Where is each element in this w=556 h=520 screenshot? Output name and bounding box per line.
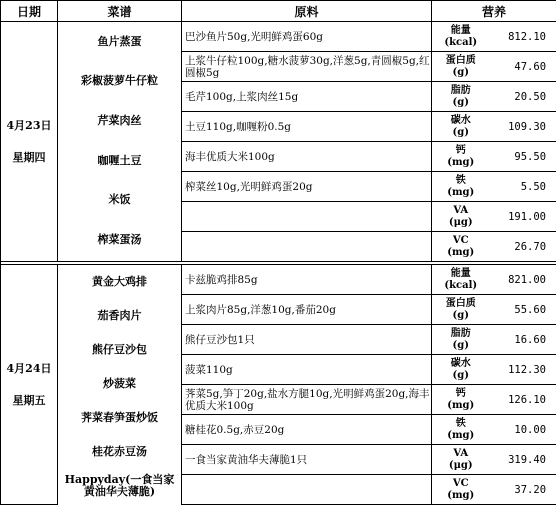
nutrient-name: 能量: [450, 267, 471, 279]
ingredient-cell: 菠菜110g: [182, 355, 432, 385]
nutrient-value: 26.70: [490, 232, 556, 262]
nutrient-value: 55.60: [490, 295, 556, 325]
nutrient-name: 碳水: [450, 114, 471, 126]
nutrient-name-cell: [432, 445, 490, 475]
header-nutrition: 营养: [432, 1, 556, 22]
nutrient-name: 碳水: [450, 357, 471, 369]
header-dish: 菜谱: [58, 1, 182, 22]
nutrient-name-cell: [432, 265, 490, 295]
nutrient-unit: (mg): [447, 186, 475, 198]
nutrient-value: 112.30: [490, 355, 556, 385]
dish-cell: [58, 22, 182, 262]
nutrient-unit: (g): [452, 339, 469, 351]
nutrient-name: 铁: [455, 417, 466, 429]
nutrient-name-cell: [432, 112, 490, 142]
nutrient-name-cell: [432, 82, 490, 112]
dish-name: 彩椒菠萝牛仔粒: [81, 74, 158, 88]
date-cell: [1, 22, 58, 262]
nutrient-unit: (g): [452, 66, 469, 78]
weekday-text: 星期四: [12, 150, 46, 164]
date-text: 4月24日: [6, 361, 52, 375]
nutrient-name-cell: [432, 415, 490, 445]
ingredient-cell: 上浆牛仔粒100g,糖水菠萝30g,洋葱5g,青圆椒5g,红圆椒5g: [182, 52, 432, 82]
ingredient-cell: [182, 202, 432, 232]
dish-name: Happyday(一食当家黄油华夫薄脆): [64, 473, 175, 498]
nutrient-name: 蛋白质: [445, 297, 476, 309]
nutrient-value: 95.50: [490, 142, 556, 172]
nutrient-name-cell: [432, 295, 490, 325]
menu-body: [1, 22, 556, 505]
dish-name: 茄香肉片: [97, 309, 142, 322]
nutrient-name-cell: [432, 475, 490, 505]
ingredient-cell: 土豆110g,咖喱粉0.5g: [182, 112, 432, 142]
dish-name: 芹菜肉丝: [97, 114, 142, 128]
nutrient-value: 109.30: [490, 112, 556, 142]
dish-name: 榨菜蛋汤: [97, 233, 142, 247]
nutrient-unit: (g): [452, 126, 469, 138]
nutrient-name-cell: [432, 385, 490, 415]
dish-name: 鱼片蒸蛋: [97, 34, 142, 48]
nutrient-name: 钙: [455, 387, 466, 399]
date-text: 4月23日: [6, 118, 52, 132]
header-raw: 原料: [182, 1, 432, 22]
nutrient-name: 铁: [455, 174, 466, 186]
menu-row: [1, 22, 556, 52]
nutrient-unit: (mg): [447, 489, 475, 501]
nutrient-unit: (kcal): [444, 36, 478, 48]
nutrient-name-cell: [432, 202, 490, 232]
nutrient-name: 蛋白质: [445, 54, 476, 66]
nutrient-unit: (μg): [448, 216, 473, 228]
nutrient-unit: (mg): [447, 399, 475, 411]
ingredient-cell: 一食当家黄油华夫薄脆1只: [182, 445, 432, 475]
nutrient-value: 191.00: [490, 202, 556, 232]
nutrient-name-cell: [432, 172, 490, 202]
nutrient-value: 5.50: [490, 172, 556, 202]
nutrient-unit: (g): [452, 96, 469, 108]
nutrient-name-cell: [432, 142, 490, 172]
ingredient-cell: 巴沙鱼片50g,光明鲜鸡蛋60g: [182, 22, 432, 52]
nutrient-name: VC: [452, 234, 469, 246]
header-date: 日期: [1, 1, 58, 22]
nutrient-name-cell: [432, 232, 490, 262]
dish-name: 黄金大鸡排: [92, 275, 147, 288]
ingredient-cell: 榨菜丝10g,光明鲜鸡蛋20g: [182, 172, 432, 202]
ingredient-cell: [182, 475, 432, 505]
nutrient-value: 10.00: [490, 415, 556, 445]
nutrient-unit: (g): [452, 369, 469, 381]
nutrient-value: 37.20: [490, 475, 556, 505]
dish-name: 咖喱土豆: [97, 153, 142, 167]
nutrient-name-cell: [432, 22, 490, 52]
dish-cell: [58, 265, 182, 505]
nutrient-unit: (mg): [447, 156, 475, 168]
dish-name: 炒菠菜: [103, 377, 136, 390]
nutrient-name-cell: [432, 355, 490, 385]
nutrient-name-cell: [432, 325, 490, 355]
nutrient-value: 126.10: [490, 385, 556, 415]
nutrient-name: 钙: [455, 144, 466, 156]
dish-name: 荠菜春笋蛋炒饭: [81, 411, 158, 424]
nutrient-unit: (μg): [448, 459, 473, 471]
ingredient-cell: 糖桂花0.5g,赤豆20g: [182, 415, 432, 445]
ingredient-cell: 荠菜5g,笋丁20g,盐水方腿10g,光明鲜鸡蛋20g,海丰优质大米100g: [182, 385, 432, 415]
nutrient-name: 能量: [450, 24, 471, 36]
nutrient-name: VC: [452, 477, 469, 489]
header-row: [1, 1, 556, 22]
ingredient-cell: 熊仔豆沙包1只: [182, 325, 432, 355]
nutrient-value: 20.50: [490, 82, 556, 112]
date-cell: [1, 265, 58, 505]
nutrient-name: 脂肪: [450, 327, 471, 339]
nutrient-value: 47.60: [490, 52, 556, 82]
dish-name: 熊仔豆沙包: [92, 343, 147, 356]
nutrient-value: 16.60: [490, 325, 556, 355]
nutrient-unit: (g): [452, 309, 469, 321]
nutrient-name: 脂肪: [450, 84, 471, 96]
ingredient-cell: [182, 232, 432, 262]
ingredient-cell: 上浆肉片85g,洋葱10g,番茄20g: [182, 295, 432, 325]
ingredient-cell: 海丰优质大米100g: [182, 142, 432, 172]
nutrient-name: VA: [453, 447, 469, 459]
dish-name: 米饭: [108, 193, 131, 207]
nutrient-unit: (mg): [447, 429, 475, 441]
nutrient-value: 821.00: [490, 265, 556, 295]
weekday-text: 星期五: [12, 393, 46, 407]
nutrient-name-cell: [432, 52, 490, 82]
ingredient-cell: 卡兹脆鸡排85g: [182, 265, 432, 295]
nutrient-name: VA: [453, 204, 469, 216]
nutrient-unit: (kcal): [444, 279, 478, 291]
nutrient-value: 812.10: [490, 22, 556, 52]
nutrient-value: 319.40: [490, 445, 556, 475]
dish-name: 桂花赤豆汤: [92, 445, 147, 458]
ingredient-cell: 毛芹100g,上浆肉丝15g: [182, 82, 432, 112]
nutrient-unit: (mg): [447, 246, 475, 258]
menu-row: [1, 265, 556, 295]
